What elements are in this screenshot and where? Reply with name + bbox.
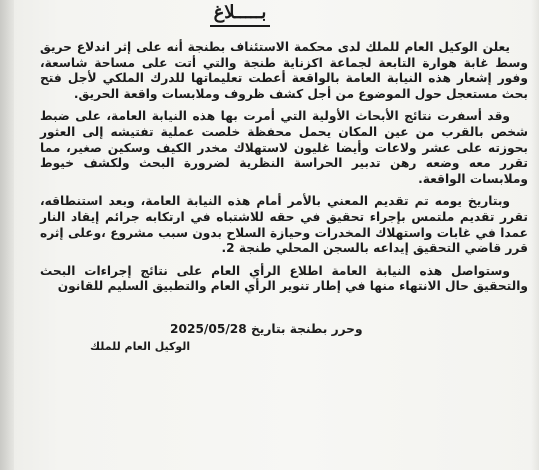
page-right-edge <box>531 0 539 470</box>
document-title: بـــــلاغ <box>200 2 280 23</box>
paragraph-1: يعلن الوكيل العام للملك لدى محكمة الاستئناف بطنجة أنه على إثر اندلاع حريق وسط غابة هوارة التابعة لجماعة اكزناية طنجة والتي أتت على مساحة شاسعة، وفور إشعار هذه النيابة العامة بالواقعة أعطت تعليماتها للدرك الملكي لأجل فتح بحث مستعجل حول الموضوع من أجل كشف ظروف وملابسات واقعة الحريق. <box>40 40 528 101</box>
date-line: وحرر بطنجة بتاريخ 2025/05/28 <box>170 322 363 336</box>
paragraph-3: وبتاريخ يومه تم تقديم المعني بالأمر أمام هذه النيابة العامة، وبعد استنطاقه، تقرر تقديم ملتمس بإجراء تحقيق في حقه للاشتباه في ارتكابه جرائم إيقاد النار عمدا في غابات واستهلاك المخدرات وحيازة السلاح بدون سبب مشروع ،وعلى إثره قرر قاضي التحقيق إيداعه بالسجن المحلي طنجة 2. <box>40 194 528 256</box>
page-left-shadow <box>0 0 14 470</box>
paragraph-4: وستواصل هذه النيابة العامة اطلاع الرأي العام على نتائج إجراءات البحث والتحقيق حال الانتهاء منها في إطار تنوير الرأي العام والتطبيق السليم للقانون <box>40 263 528 294</box>
document-body <box>40 40 528 299</box>
signature-line: الوكيل العام للملك <box>90 340 191 353</box>
paragraph-2: وقد أسفرت نتائج الأبحاث الأولية التي أمرت بها هذه النيابة العامة، على ضبط شخص بالقرب من عين المكان يحمل محفظة خلصت عملية تفتيشه إلى العثور بحوزته على عشر ولاعات وأيضا غليون لاستهلاك مخدر الكيف وسكين صغير، مما تقرر معه وضعه رهن تدبير الحراسة النظرية لضرورة البحث ولكشف خيوط وملابسات الواقعة. <box>40 109 528 186</box>
